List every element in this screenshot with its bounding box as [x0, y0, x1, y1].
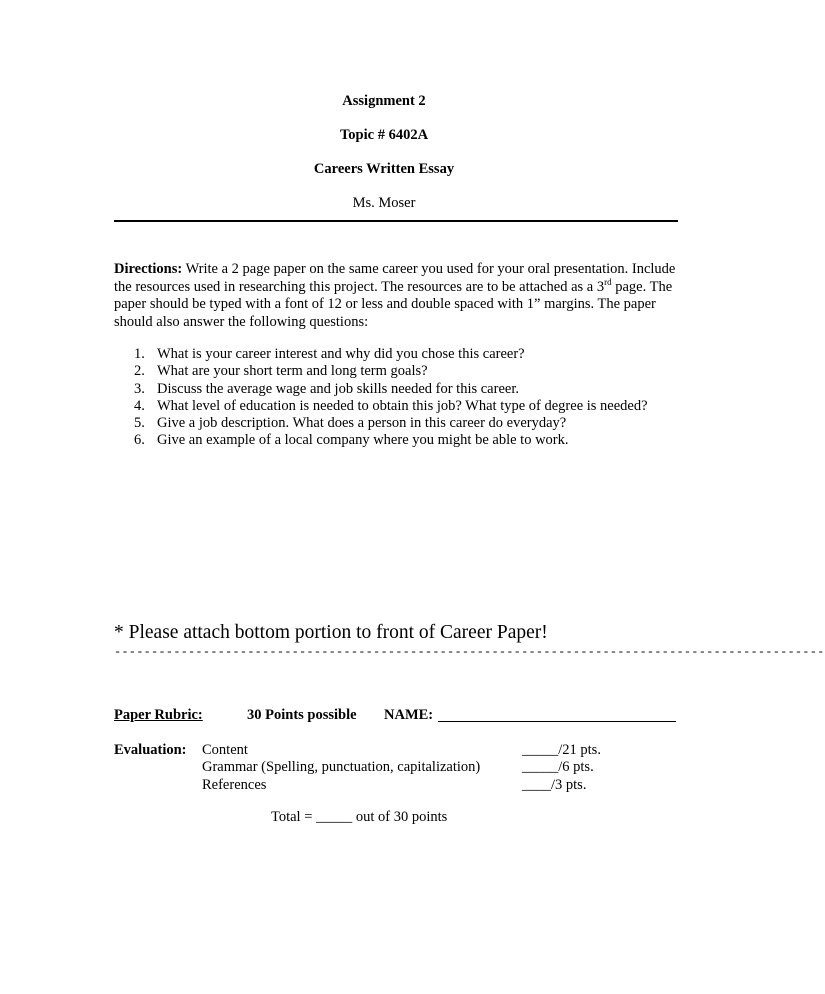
score-grammar: _____/6 pts. — [522, 759, 594, 776]
points-possible: 30 Points possible — [247, 707, 357, 723]
directions-superscript: rd — [604, 276, 612, 287]
questions-list — [134, 346, 648, 450]
criterion-references: References — [202, 776, 267, 793]
rubric-label: Paper Rubric: — [114, 707, 203, 723]
list-item — [134, 432, 648, 449]
criterion-grammar: Grammar (Spelling, punctuation, capitalization) — [202, 759, 481, 776]
list-item — [134, 346, 648, 363]
question-text: Give an example of a local company where you might be able to work. — [157, 432, 569, 449]
essay-title: Careers Written Essay — [313, 161, 455, 177]
cut-line: ------------------------------------------------------------------------------------------------ — [114, 645, 825, 659]
directions-label: Directions: — [114, 261, 183, 277]
question-number: 1. — [134, 346, 145, 362]
header-divider — [114, 220, 678, 222]
question-text: What is your career interest and why did you chose this career? — [157, 346, 525, 362]
question-number: 6. — [134, 432, 145, 449]
list-item — [134, 415, 648, 432]
teacher-name: Ms. Moser — [352, 195, 416, 211]
criterion-content: Content — [202, 742, 248, 758]
assignment-number: Assignment 2 — [342, 93, 426, 109]
name-label: NAME: — [384, 707, 434, 723]
question-number: 3. — [134, 380, 145, 397]
list-item — [134, 398, 648, 415]
name-field-line[interactable] — [438, 721, 676, 722]
question-number: 2. — [134, 363, 145, 380]
question-text: Give a job description. What does a person in this career do everyday? — [157, 415, 567, 432]
attach-note: * Please attach bottom portion to front of Career Paper! — [114, 622, 548, 643]
directions-text-1: Write a 2 page paper on the same career you used for your oral presentation. Include the resources used in researching this project. The resources are to be attached as a 3 — [114, 261, 676, 295]
question-text: Discuss the average wage and job skills needed for this career. — [157, 380, 519, 397]
question-text: What are your short term and long term goals? — [157, 363, 428, 380]
criteria-list — [202, 742, 480, 794]
total-score: Total = _____ out of 30 points — [271, 809, 448, 825]
evaluation-label: Evaluation: — [114, 742, 187, 758]
list-item — [134, 363, 648, 380]
score-references: ____/3 pts. — [522, 776, 587, 793]
directions-text-2: page. The paper should be typed with a font of 12 or less and double spaced with 1” margins. The paper should also answer the following questions: — [114, 278, 673, 330]
scores-list — [522, 742, 601, 794]
question-number: 5. — [134, 415, 145, 432]
question-text: What level of education is needed to obtain this job? What type of degree is needed? — [157, 397, 648, 414]
directions-paragraph — [114, 261, 684, 331]
topic-number: Topic # 6402A — [339, 127, 429, 143]
score-content: _____/21 pts. — [522, 742, 601, 758]
list-item — [134, 381, 648, 398]
question-number: 4. — [134, 397, 145, 414]
